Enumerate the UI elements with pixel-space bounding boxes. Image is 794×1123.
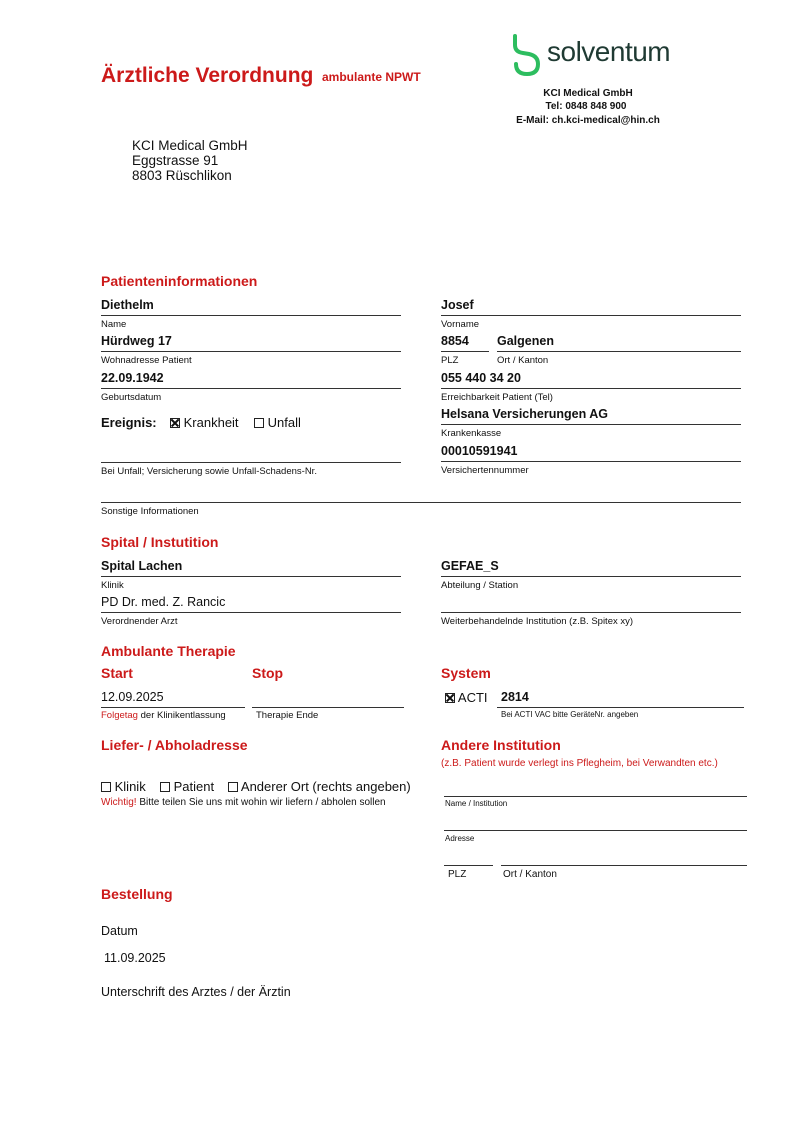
patient-kasse-label: Krankenkasse [441,428,502,439]
divider [497,707,744,708]
andere-plz-field[interactable] [444,865,493,866]
andere-ort-field[interactable] [501,865,747,866]
section-liefer: Liefer- / Abholadresse [101,737,248,753]
liefer-patient-option[interactable] [160,779,214,794]
patient-vorname-label: Vorname [441,319,480,330]
divider [101,707,245,708]
andere-adresse-label: Adresse [445,834,475,843]
folgetag-red: Folgetag [101,710,138,721]
divider [441,351,489,352]
wichtig-label: Wichtig! [101,797,137,808]
liefer-klinik-option[interactable] [101,779,146,794]
liefer-patient-checkbox[interactable] [160,782,170,792]
andere-adresse-field[interactable] [444,830,747,831]
divider [101,576,401,577]
divider [441,424,741,425]
andere-plz-label: PLZ [448,869,467,880]
divider [441,315,741,316]
document-subtitle: ambulante NPWT [322,70,421,84]
section-therapie: Ambulante Therapie [101,643,236,659]
divider [101,351,401,352]
patient-vorname-value[interactable]: Josef [441,298,474,312]
patient-tel-label: Erreichbarkeit Patient (Tel) [441,392,553,403]
logo-text: solventum [547,36,671,67]
divider [441,576,741,577]
divider [497,351,741,352]
folgetag-rest: der Klinikentlassung [140,710,226,721]
therapie-stop-heading: Stop [252,665,284,681]
liefer-patient-label: Patient [173,779,215,794]
recipient-line-2: Eggstrasse 91 [132,153,219,168]
liefer-klinik-label: Klinik [114,779,146,794]
acti-option[interactable] [445,690,488,705]
liefer-klinik-checkbox[interactable] [101,782,111,792]
divider [101,388,401,389]
company-email: E-Mail: ch.kci-medical@hin.ch [516,115,660,126]
unfall-label: Unfall [267,415,301,430]
patient-ort-label: Ort / Kanton [497,355,549,366]
liefer-anderer-label: Anderer Ort (rechts angeben) [240,779,411,794]
andere-hint: (z.B. Patient wurde verlegt ins Pflegheim, bei Verwandten etc.) [441,758,718,769]
patient-birth-value[interactable]: 22.09.1942 [101,371,164,385]
spital-arzt-value[interactable]: PD Dr. med. Z. Rancic [101,595,226,609]
divider [101,612,401,613]
divider [101,315,401,316]
section-spital: Spital / Instutition [101,534,219,550]
sonstige-label: Sonstige Informationen [101,506,199,517]
liefer-anderer-checkbox[interactable] [228,782,238,792]
patient-name-value[interactable]: Diethelm [101,298,154,312]
bestellung-datum-label: Datum [101,924,138,938]
section-patient: Patienteninformationen [101,273,258,289]
divider [252,707,404,708]
patient-ort-value[interactable]: Galgenen [497,334,554,348]
therapie-ende-label: Therapie Ende [256,710,319,721]
document-title: Ärztliche Verordnung [101,64,314,87]
unfall-checkbox[interactable] [254,418,264,428]
spital-abteilung-value[interactable]: GEFAE_S [441,559,499,573]
acti-checkbox[interactable] [445,693,455,703]
bestellung-datum-value[interactable]: 11.09.2025 [104,951,166,965]
company-name: KCI Medical GmbH [543,88,633,99]
unfall-option[interactable] [254,415,301,430]
divider [101,502,741,503]
patient-address-label: Wohnadresse Patient [101,355,192,366]
divider [441,612,741,613]
recipient-line-3: 8803 Rüschlikon [132,168,232,183]
krankheit-option[interactable] [170,415,239,430]
therapie-start-date[interactable]: 12.09.2025 [101,690,164,704]
section-bestellung: Bestellung [101,886,173,902]
acti-hint: Bei ACTI VAC bitte GeräteNr. angeben [501,710,639,719]
krankheit-label: Krankheit [183,415,239,430]
patient-plz-label: PLZ [441,355,459,366]
andere-name-label: Name / Institution [445,799,508,808]
spital-arzt-label: Verordnender Arzt [101,616,178,627]
therapie-system-heading: System [441,665,491,681]
andere-name-field[interactable] [444,796,747,797]
spital-weiter-label: Weiterbehandelnde Institution (z.B. Spitex xy) [441,616,634,627]
liefer-hint [101,797,386,808]
unfall-info-label: Bei Unfall; Versicherung sowie Unfall-Schadens-Nr. [101,466,317,477]
spital-klinik-label: Klinik [101,580,124,591]
patient-plz-value[interactable]: 8854 [441,334,469,348]
divider [101,462,401,463]
patient-birth-label: Geburtsdatum [101,392,162,403]
therapie-start-heading: Start [101,665,133,681]
patient-versnr-label: Versichertennummer [441,465,529,476]
recipient-line-1: KCI Medical GmbH [132,138,248,153]
krankheit-checkbox[interactable] [170,418,180,428]
folgetag-label [101,710,226,721]
solventum-logo-icon [508,33,544,79]
divider [441,461,741,462]
patient-kasse-value[interactable]: Helsana Versicherungen AG [441,407,608,421]
company-tel: Tel: 0848 848 900 [545,101,627,112]
patient-address-value[interactable]: Hürdweg 17 [101,334,172,348]
spital-abteilung-label: Abteilung / Station [441,580,519,591]
divider [441,388,741,389]
spital-klinik-value[interactable]: Spital Lachen [101,559,183,573]
liefer-anderer-option[interactable] [228,779,411,794]
patient-name-label: Name [101,319,127,330]
section-andere: Andere Institution [441,737,561,753]
ereignis-label: Ereignis: [101,415,157,430]
patient-versnr-value[interactable]: 00010591941 [441,444,518,458]
bestellung-unterschrift: Unterschrift des Arztes / der Ärztin [101,985,291,999]
andere-ort-label: Ort / Kanton [503,869,557,880]
acti-number-value[interactable]: 2814 [501,690,529,704]
acti-label: ACTI [457,690,488,705]
patient-tel-value[interactable]: 055 440 34 20 [441,371,521,385]
wichtig-text: Bitte teilen Sie uns mit wohin wir liefern / abholen sollen [139,797,386,808]
